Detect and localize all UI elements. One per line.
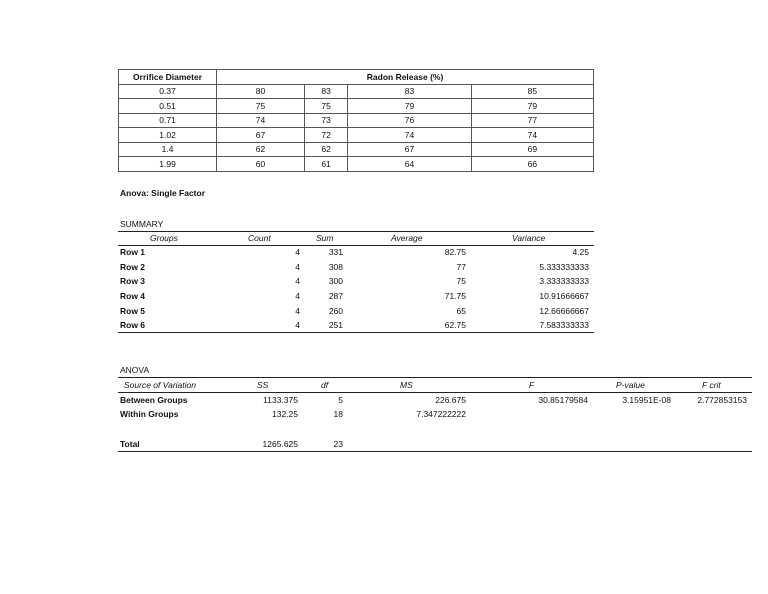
anova-bottom-rule xyxy=(118,451,752,452)
variance-cell: 12.66666667 xyxy=(539,306,589,316)
anova-single-factor-title: Anova: Single Factor xyxy=(120,188,206,198)
group-name: Row 4 xyxy=(120,291,146,301)
average-cell: 71.75 xyxy=(444,291,466,301)
value-cell: 62 xyxy=(304,142,347,157)
data-table-header xyxy=(119,70,594,85)
diameter-cell: 0.51 xyxy=(119,99,217,114)
group-name: Row 6 xyxy=(120,320,146,330)
group-name: Row 1 xyxy=(120,247,146,257)
diameter-cell: 0.37 xyxy=(119,84,217,99)
total-label: Total xyxy=(120,439,140,449)
group-name: Row 5 xyxy=(120,306,146,316)
value-cell: 85 xyxy=(471,84,593,99)
f-crit-cell: 2.772853153 xyxy=(697,395,747,405)
summary-title: SUMMARY xyxy=(120,219,164,229)
value-cell: 61 xyxy=(304,157,347,172)
value-cell: 83 xyxy=(348,84,471,99)
value-cell: 75 xyxy=(304,99,347,114)
value-cell: 79 xyxy=(471,99,593,114)
count-cell: 4 xyxy=(295,247,300,257)
ss-cell: 1265.625 xyxy=(262,439,298,449)
group-name: Row 2 xyxy=(120,262,146,272)
ms-cell: 7.347222222 xyxy=(416,409,466,419)
between-groups-label: Between Groups xyxy=(120,395,188,405)
count-cell: 4 xyxy=(295,262,300,272)
count-cell: 4 xyxy=(295,276,300,286)
value-cell: 72 xyxy=(304,128,347,143)
groups-header: Groups xyxy=(150,233,178,243)
variance-cell: 3.333333333 xyxy=(539,276,589,286)
value-cell: 67 xyxy=(217,128,305,143)
count-header: Count xyxy=(248,233,271,243)
f-crit-header: F crit xyxy=(702,380,721,390)
table-row xyxy=(119,99,594,114)
value-cell: 80 xyxy=(217,84,305,99)
radon-release-header: Radon Release (%) xyxy=(217,70,594,85)
value-cell: 74 xyxy=(348,128,471,143)
f-cell: 30.85179584 xyxy=(538,395,588,405)
diameter-cell: 0.71 xyxy=(119,113,217,128)
value-cell: 74 xyxy=(217,113,305,128)
value-cell: 73 xyxy=(304,113,347,128)
sum-header: Sum xyxy=(316,233,334,243)
average-header: Average xyxy=(391,233,423,243)
count-cell: 4 xyxy=(295,291,300,301)
table-row xyxy=(119,113,594,128)
anova-title: ANOVA xyxy=(120,365,150,375)
variance-cell: 4.25 xyxy=(572,247,589,257)
df-cell: 23 xyxy=(333,439,343,449)
value-cell: 64 xyxy=(348,157,471,172)
sum-cell: 331 xyxy=(328,247,343,257)
source-header: Source of Variation xyxy=(124,380,196,390)
summary-bottom-rule xyxy=(118,332,594,333)
value-cell: 77 xyxy=(471,113,593,128)
within-groups-label: Within Groups xyxy=(120,409,179,419)
df-cell: 5 xyxy=(338,395,343,405)
value-cell: 60 xyxy=(217,157,305,172)
table-row xyxy=(119,142,594,157)
average-cell: 62.75 xyxy=(444,320,466,330)
df-cell: 18 xyxy=(333,409,343,419)
value-cell: 76 xyxy=(348,113,471,128)
average-cell: 65 xyxy=(456,306,466,316)
value-cell: 62 xyxy=(217,142,305,157)
ss-cell: 1133.375 xyxy=(263,395,298,405)
average-cell: 82.75 xyxy=(444,247,466,257)
diameter-cell: 1.99 xyxy=(119,157,217,172)
table-row xyxy=(119,128,594,143)
value-cell: 75 xyxy=(217,99,305,114)
group-name: Row 3 xyxy=(120,276,146,286)
orifice-diameter-header: Orrifice Diameter xyxy=(119,70,217,85)
ss-header: SS xyxy=(257,380,269,390)
diameter-cell: 1.4 xyxy=(119,142,217,157)
p-value-cell: 3.15951E-08 xyxy=(622,395,671,405)
table-row xyxy=(119,84,594,99)
diameter-cell: 1.02 xyxy=(119,128,217,143)
average-cell: 77 xyxy=(456,262,466,272)
value-cell: 67 xyxy=(348,142,471,157)
variance-cell: 10.91666667 xyxy=(539,291,589,301)
value-cell: 66 xyxy=(471,157,593,172)
value-cell: 69 xyxy=(471,142,593,157)
df-header: df xyxy=(321,380,329,390)
ss-cell: 132.25 xyxy=(272,409,298,419)
ms-header: MS xyxy=(400,380,413,390)
sum-cell: 251 xyxy=(328,320,343,330)
f-header: F xyxy=(529,380,535,390)
ms-cell: 226.675 xyxy=(435,395,466,405)
count-cell: 4 xyxy=(295,306,300,316)
sum-cell: 300 xyxy=(328,276,343,286)
value-cell: 79 xyxy=(348,99,471,114)
value-cell: 74 xyxy=(471,128,593,143)
p-value-header: P-value xyxy=(616,380,645,390)
anova-top-rule xyxy=(118,377,752,378)
sum-cell: 287 xyxy=(328,291,343,301)
variance-header: Variance xyxy=(512,233,546,243)
sum-cell: 260 xyxy=(328,306,343,316)
variance-cell: 7.583333333 xyxy=(539,320,589,330)
value-cell: 83 xyxy=(304,84,347,99)
table-row xyxy=(119,157,594,172)
radon-data-table xyxy=(118,69,594,172)
variance-cell: 5.333333333 xyxy=(539,262,589,272)
count-cell: 4 xyxy=(295,320,300,330)
average-cell: 75 xyxy=(456,276,466,286)
sum-cell: 308 xyxy=(328,262,343,272)
